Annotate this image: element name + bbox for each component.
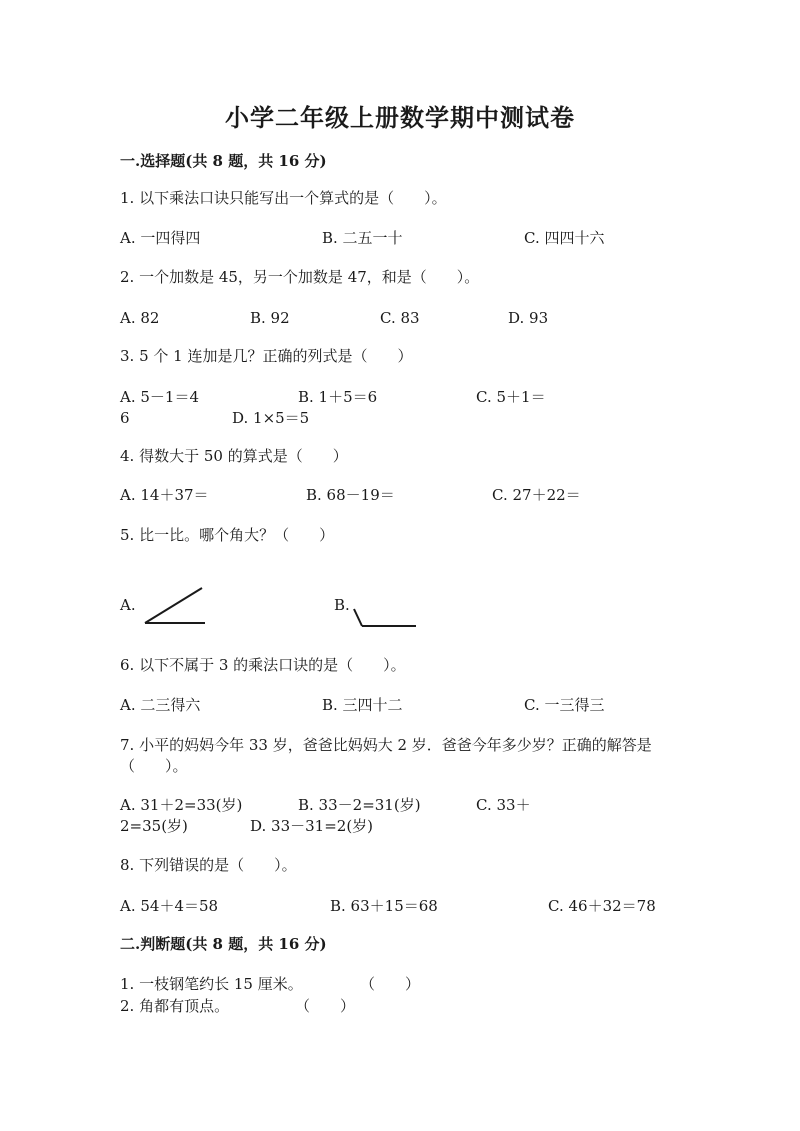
q8-option-b: B. 63＋15＝68 [330,897,438,915]
q1-option-a: A. 一四得四 [120,229,201,247]
q6-option-b: B. 三四十二 [322,696,403,714]
q6-option-c: C. 一三得三 [524,696,605,714]
section-heading-choice: 一.选择题(共 8 题，共 16 分) [120,152,327,170]
angle-b-figure [350,605,420,631]
q7-option-d: D. 33－31=2(岁) [250,817,374,835]
question-6: 6. 以下不属于 3 的乘法口诀的是（ ）。 [120,656,406,674]
q6-option-a: A. 二三得六 [120,696,201,714]
q2-option-c: C. 83 [380,309,420,327]
q5-option-b: B. [334,596,350,614]
judgement-item-1: 1. 一枝钢笔约长 15 厘米。 [120,975,303,993]
q8-option-c: C. 46＋32＝78 [548,897,656,915]
q7-option-b: B. 33－2=31(岁) [298,796,421,814]
q4-option-b: B. 68－19＝ [306,486,395,504]
q3-option-b: B. 1＋5＝6 [298,388,378,406]
judgement-item-2-blank: （ ） [295,997,356,1015]
q3-option-a: A. 5－1＝4 [120,388,199,406]
q2-option-d: D. 93 [508,309,549,327]
question-5: 5. 比一比。哪个角大？（ ） [120,526,335,544]
question-2: 2. 一个加数是 45，另一个加数是 47，和是（ ）。 [120,268,480,286]
q7-option-c-wrap: 2=35(岁) [120,817,188,835]
q2-option-b: B. 92 [250,309,290,327]
q8-option-a: A. 54＋4＝58 [120,897,219,915]
question-4: 4. 得数大于 50 的算式是（ ） [120,447,348,465]
question-3: 3. 5 个 1 连加是几？正确的列式是（ ） [120,347,413,365]
q3-option-c-wrap: 6 [120,409,130,427]
judgement-item-2: 2. 角都有顶点。 [120,997,230,1015]
q1-option-b: B. 二五一十 [322,229,403,247]
page-title: 小学二年级上册数学期中测试卷 [225,103,575,132]
q7-option-a: A. 31＋2=33(岁) [120,796,243,814]
angle-a-figure [140,585,210,627]
question-1: 1. 以下乘法口诀只能写出一个算式的是（ ）。 [120,189,447,207]
q7-option-c: C. 33＋ [476,796,531,814]
q4-option-a: A. 14＋37＝ [120,486,209,504]
q2-option-a: A. 82 [120,309,160,327]
q5-option-a: A. [120,596,136,614]
q3-option-d: D. 1×5＝5 [232,409,310,427]
q3-option-c: C. 5＋1＝ [476,388,546,406]
judgement-item-1-blank: （ ） [360,975,421,993]
q1-option-c: C. 四四十六 [524,229,605,247]
question-7: 7. 小平的妈妈今年 33 岁，爸爸比妈妈大 2 岁．爸爸今年多少岁？正确的解答是 [120,736,652,754]
section-heading-judgement: 二.判断题(共 8 题，共 16 分) [120,935,327,953]
question-8: 8. 下列错误的是（ ）。 [120,856,297,874]
q4-option-c: C. 27＋22＝ [492,486,581,504]
question-7-wrap: （ ）。 [120,757,188,775]
